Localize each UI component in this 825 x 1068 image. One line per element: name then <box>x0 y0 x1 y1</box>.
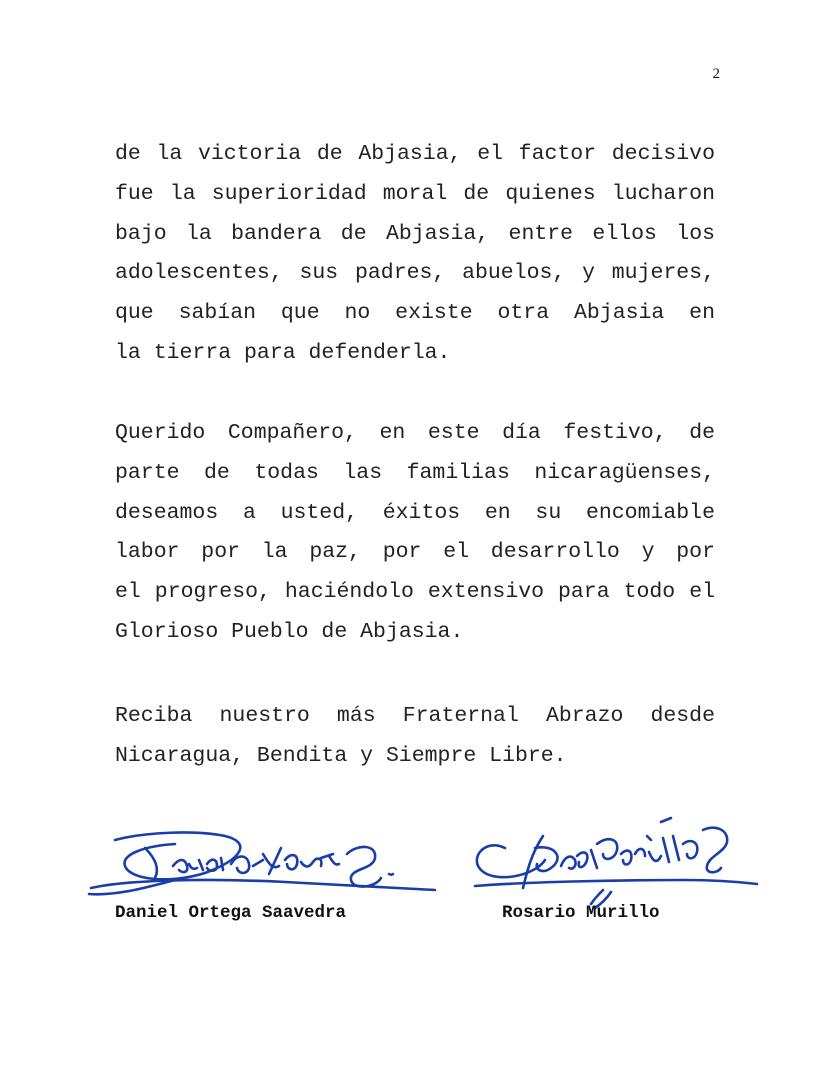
paragraph-closing <box>115 697 715 777</box>
signatory-name-ortega: Daniel Ortega Saavedra <box>115 903 347 923</box>
paragraph-line: adolescentes, sus padres, abuelos, y mujeres, <box>115 261 715 286</box>
paragraph-line: deseamos a usted, éxitos en su encomiable <box>115 500 715 525</box>
paragraph-line: labor por la paz, por el desarrollo y por <box>115 540 715 565</box>
paragraph-line: de la victoria de Abjasia, el factor decisivo <box>115 142 715 166</box>
ortega-signature <box>85 818 445 903</box>
paragraph-line: el progreso, haciéndolo extensivo para todo el <box>115 580 715 605</box>
paragraph-line: bajo la bandera de Abjasia, entre ellos los <box>115 221 715 246</box>
signatory-name-murillo: Rosario Murillo <box>502 903 660 923</box>
paragraph-line: que sabían que no existe otra Abjasia en <box>115 301 715 326</box>
paragraph-line: Reciba nuestro más Fraternal Abrazo desde <box>115 704 715 728</box>
paragraph-line: la tierra para defenderla. <box>115 340 451 365</box>
murillo-signature <box>465 808 765 918</box>
paragraph-victory <box>115 135 715 374</box>
paragraph-line: parte de todas las familias nicaragüenses, <box>115 460 715 485</box>
paragraph-line: Querido Compañero, en este día festivo, de <box>115 421 715 445</box>
paragraph-line: Glorioso Pueblo de Abjasia. <box>115 619 464 644</box>
page-number: 2 <box>712 66 720 82</box>
paragraph-greeting <box>115 414 715 653</box>
paragraph-line: Nicaragua, Bendita y Siempre Libre. <box>115 743 567 768</box>
paragraph-line: fue la superioridad moral de quienes lucharon <box>115 181 715 206</box>
